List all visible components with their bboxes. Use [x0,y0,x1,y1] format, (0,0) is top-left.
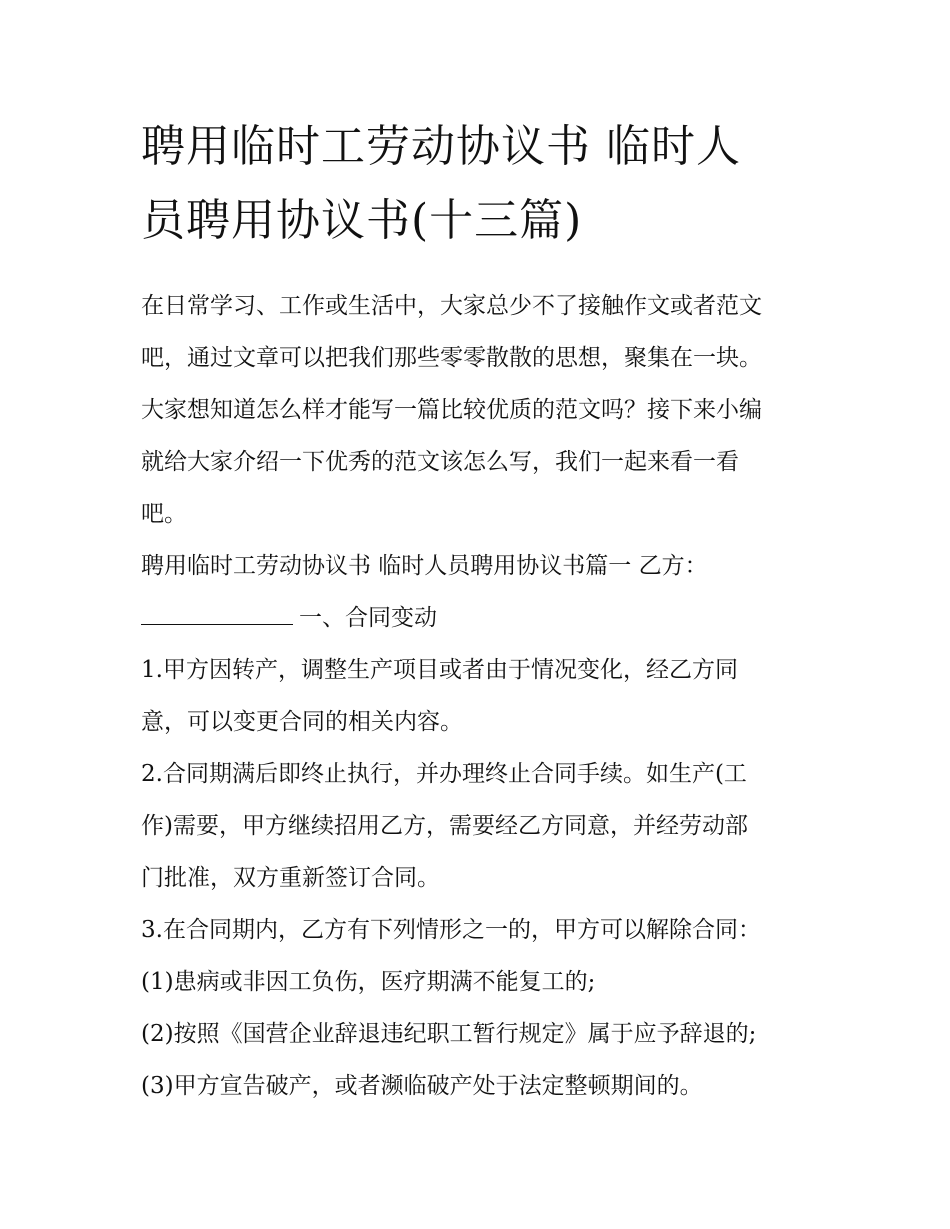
intro-line: 在日常学习、工作或生活中，大家总少不了接触作文或者范文 [141,293,762,319]
sub-item: (1)患病或非因工负伤，医疗期满不能复工的; [141,969,596,995]
document-body [141,110,821,1112]
clause-line: 作)需要，甲方继续招用乙方，需要经乙方同意，并经劳动部 [141,813,748,839]
intro-paragraph [141,280,821,540]
clause-line: 门批准，双方重新签订合同。 [141,865,440,891]
clause-2 [141,748,821,904]
intro-line: 就给大家介绍一下优秀的范文该怎么写，我们一起来看一看 [141,449,739,475]
clause-3: 3.在合同期内，乙方有下列情形之一的，甲方可以解除合同： [141,917,761,943]
sub-item: (3)甲方宣告破产，或者濒临破产处于法定整顿期间的。 [141,1073,703,1099]
sub-item-list [141,956,821,1112]
section-subheading: 一、合同变动 [299,605,437,631]
blank-fill-line [141,598,293,625]
clause-1 [141,644,821,748]
section-subheading-row [141,592,821,644]
title-line: 聘用临时工劳动协议书 临时人 [141,121,741,172]
clause-line: 意，可以变更合同的相关内容。 [141,709,463,735]
clause-line: 2.合同期满后即终止执行，并办理终止合同手续。如生产(工 [141,761,747,787]
document-title [141,110,821,258]
intro-line: 吧，通过文章可以把我们那些零零散散的思想，聚集在一块。 [141,345,762,371]
section-heading: 聘用临时工劳动协议书 临时人员聘用协议书篇一 乙方： [141,553,708,579]
intro-line: 大家想知道怎么样才能写一篇比较优质的范文吗？接下来小编 [141,397,762,423]
intro-line: 吧。 [141,501,187,527]
title-line: 员聘用协议书(十三篇) [141,195,583,246]
sub-item: (2)按照《国营企业辞退违纪职工暂行规定》属于应予辞退的; [141,1021,757,1047]
clause-line: 1.甲方因转产，调整生产项目或者由于情况变化，经乙方同 [141,657,738,683]
